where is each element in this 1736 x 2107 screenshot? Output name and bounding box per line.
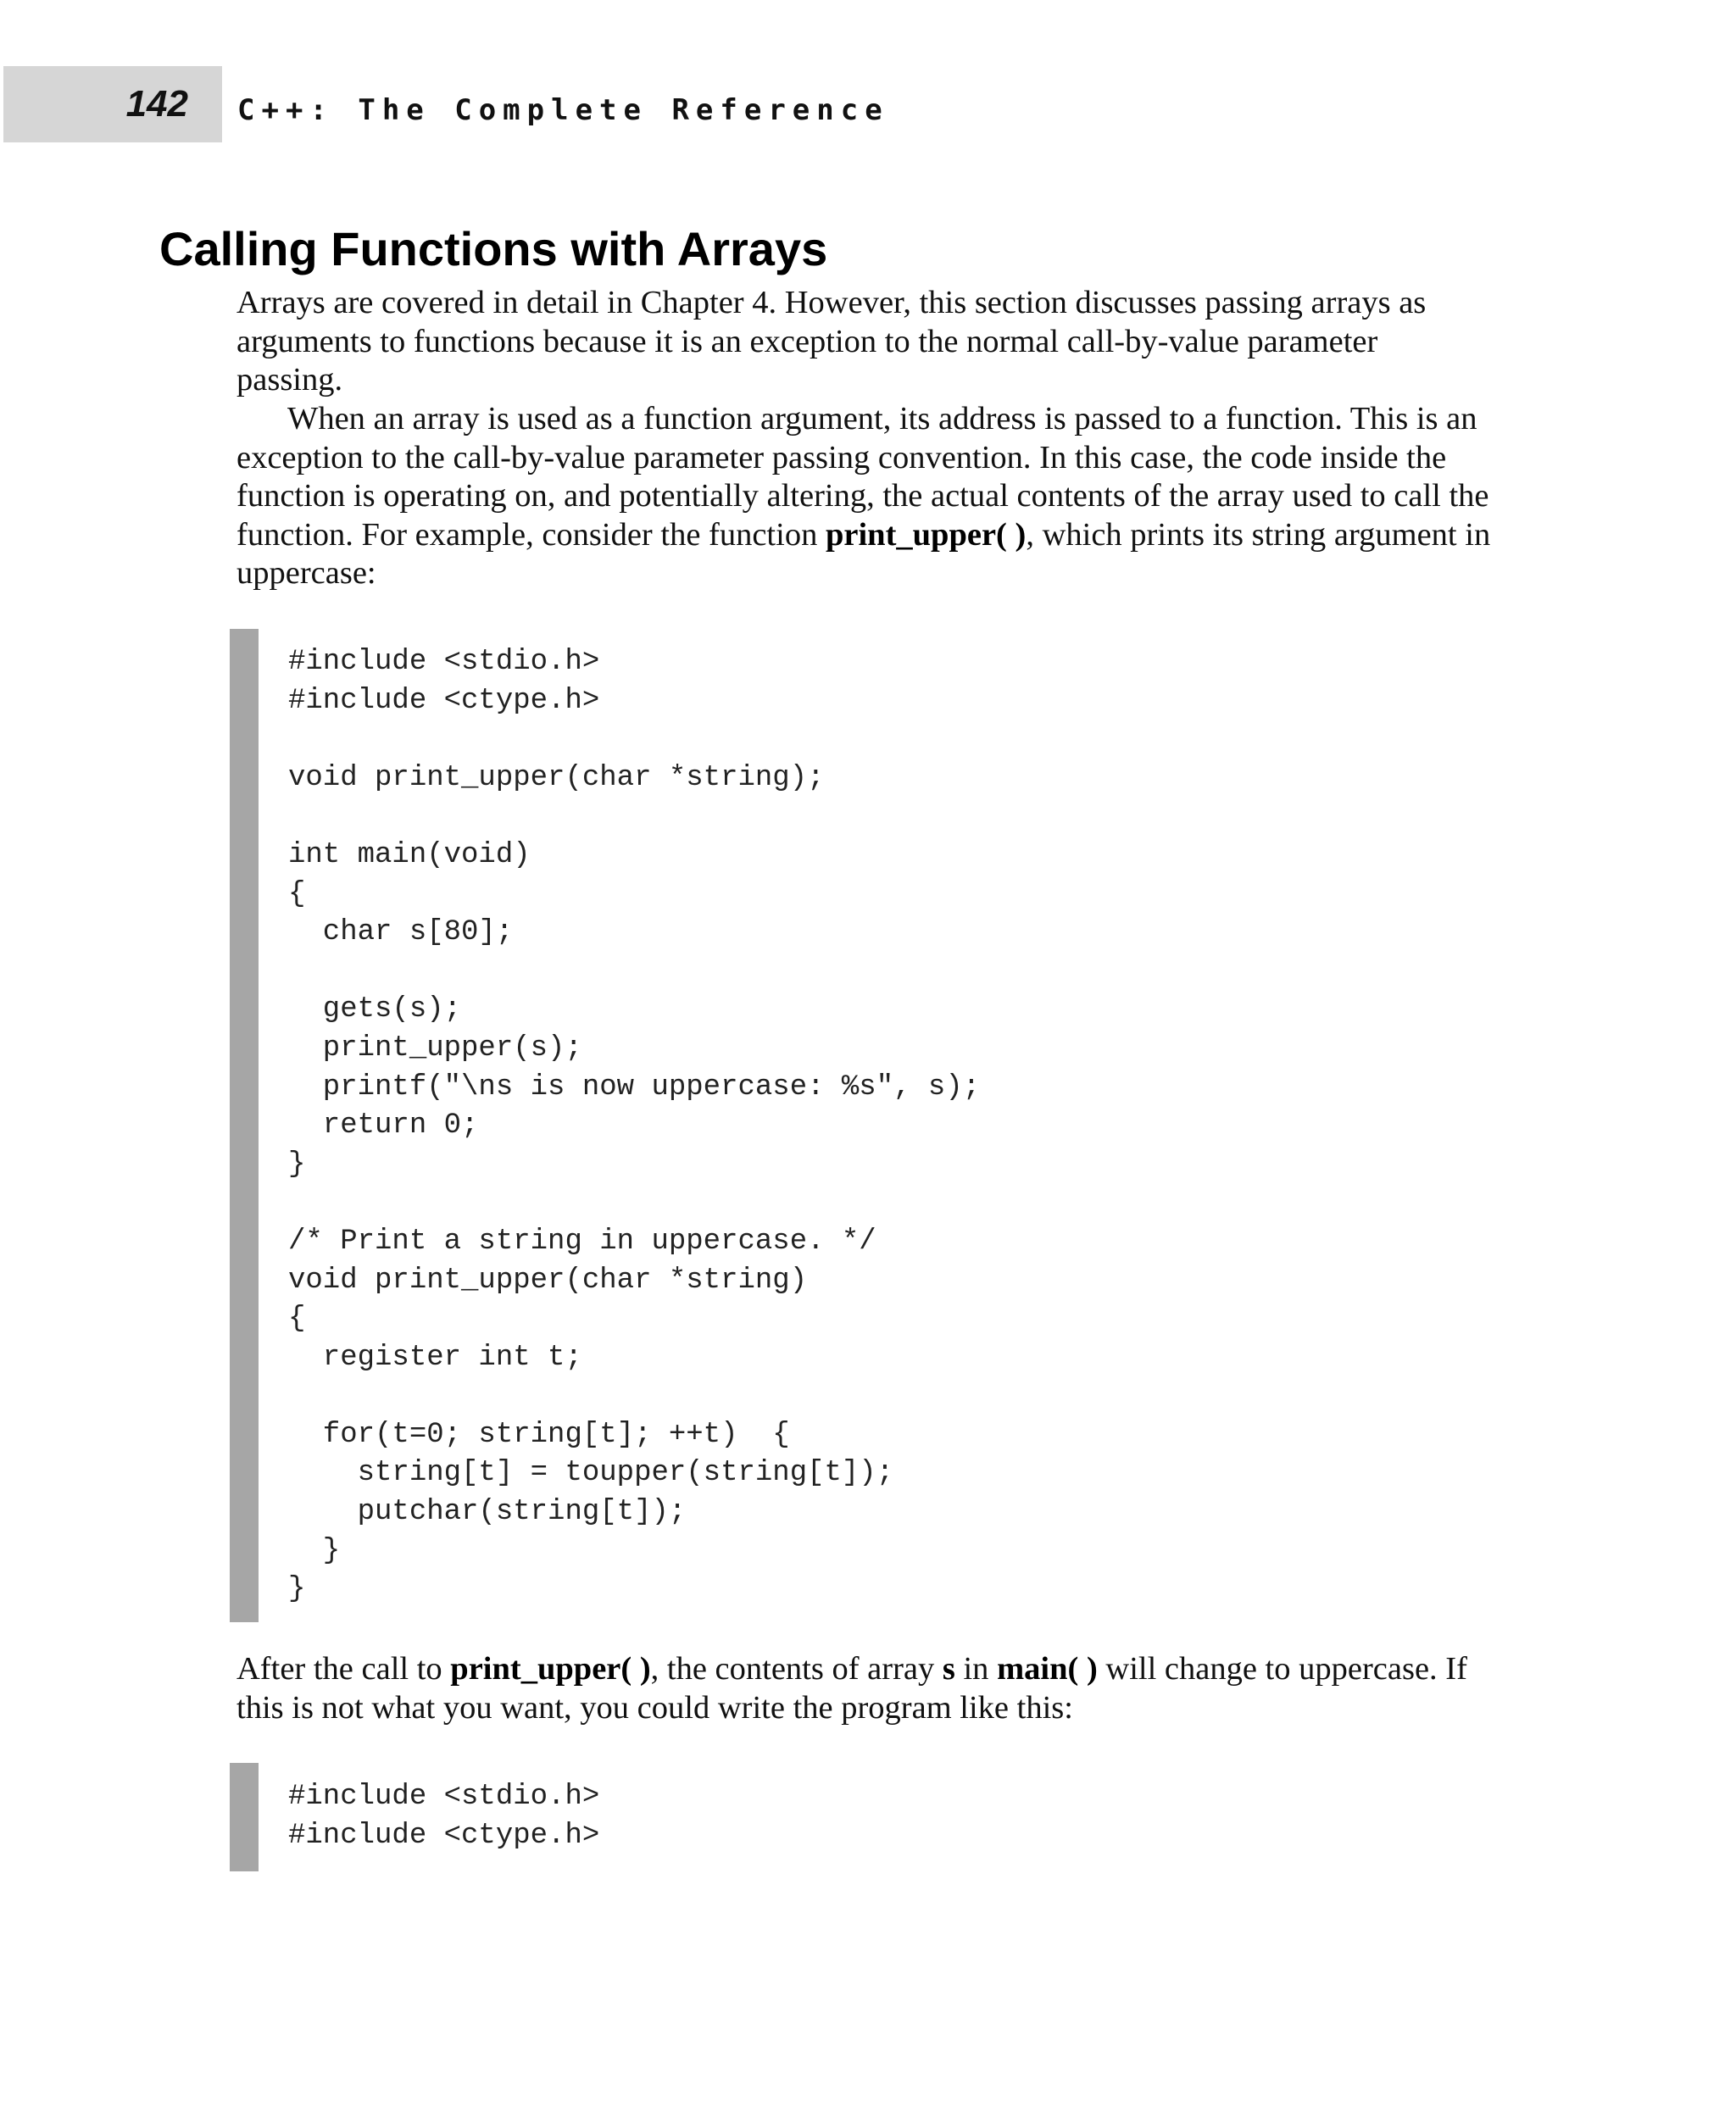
- intro-paragraph: Arrays are covered in detail in Chapter 4. However, this section discusses passing arrays as arguments to functions because it is an exception to the normal call-by-value parameter passing.: [236, 285, 1427, 398]
- paragraph-text: After the call to: [236, 1651, 451, 1687]
- function-name-print-upper: print_upper( ): [450, 1651, 651, 1687]
- page-number-box: [3, 66, 222, 142]
- function-name-print-upper: print_upper( ): [825, 516, 1027, 553]
- after-call-paragraph: [236, 1650, 1491, 1727]
- paragraph-text: in: [954, 1651, 998, 1687]
- paragraph-text: , the contents of array: [650, 1651, 943, 1687]
- paragraph-text: will change to uppercase. If this is not what you want, you could write the program like this:: [236, 1651, 1467, 1726]
- code-block-bar: [230, 629, 259, 1622]
- array-argument-paragraph: [236, 400, 1491, 593]
- paragraph-text: When an array is used as a function argument, its address is passed to a function. This is an exception to the call-by-value parameter passing convention. In this case, the code inside the function is operating on, and potentially altering, the actual contents of the array used to call the function. For example, consider the function: [236, 401, 1489, 553]
- running-head: C++: The Complete Reference: [237, 93, 889, 127]
- page-number: 142: [125, 83, 188, 125]
- paragraph-text: , which prints its string argument in uppercase:: [236, 516, 1491, 592]
- section-title: Calling Functions with Arrays: [159, 222, 828, 275]
- variable-name-s: s: [942, 1651, 955, 1687]
- code-block-bar: [230, 1763, 259, 1871]
- function-name-main: main( ): [997, 1651, 1098, 1687]
- code-listing-print-upper: #include <stdio.h> #include <ctype.h> void print_upper(char *string); int main(void) { char s[80]; gets(s); print_upper(s); printf("\ns is now uppercase: %s", s); return 0; } /* Print a string in uppercase. */ void print_upper(char *string) { register int t; for(t=0; string[t]; ++t) { string[t] = toupper(string[t]); putchar(string[t]); } }: [288, 646, 981, 1606]
- code-listing-includes: #include <stdio.h> #include <ctype.h>: [288, 1781, 600, 1852]
